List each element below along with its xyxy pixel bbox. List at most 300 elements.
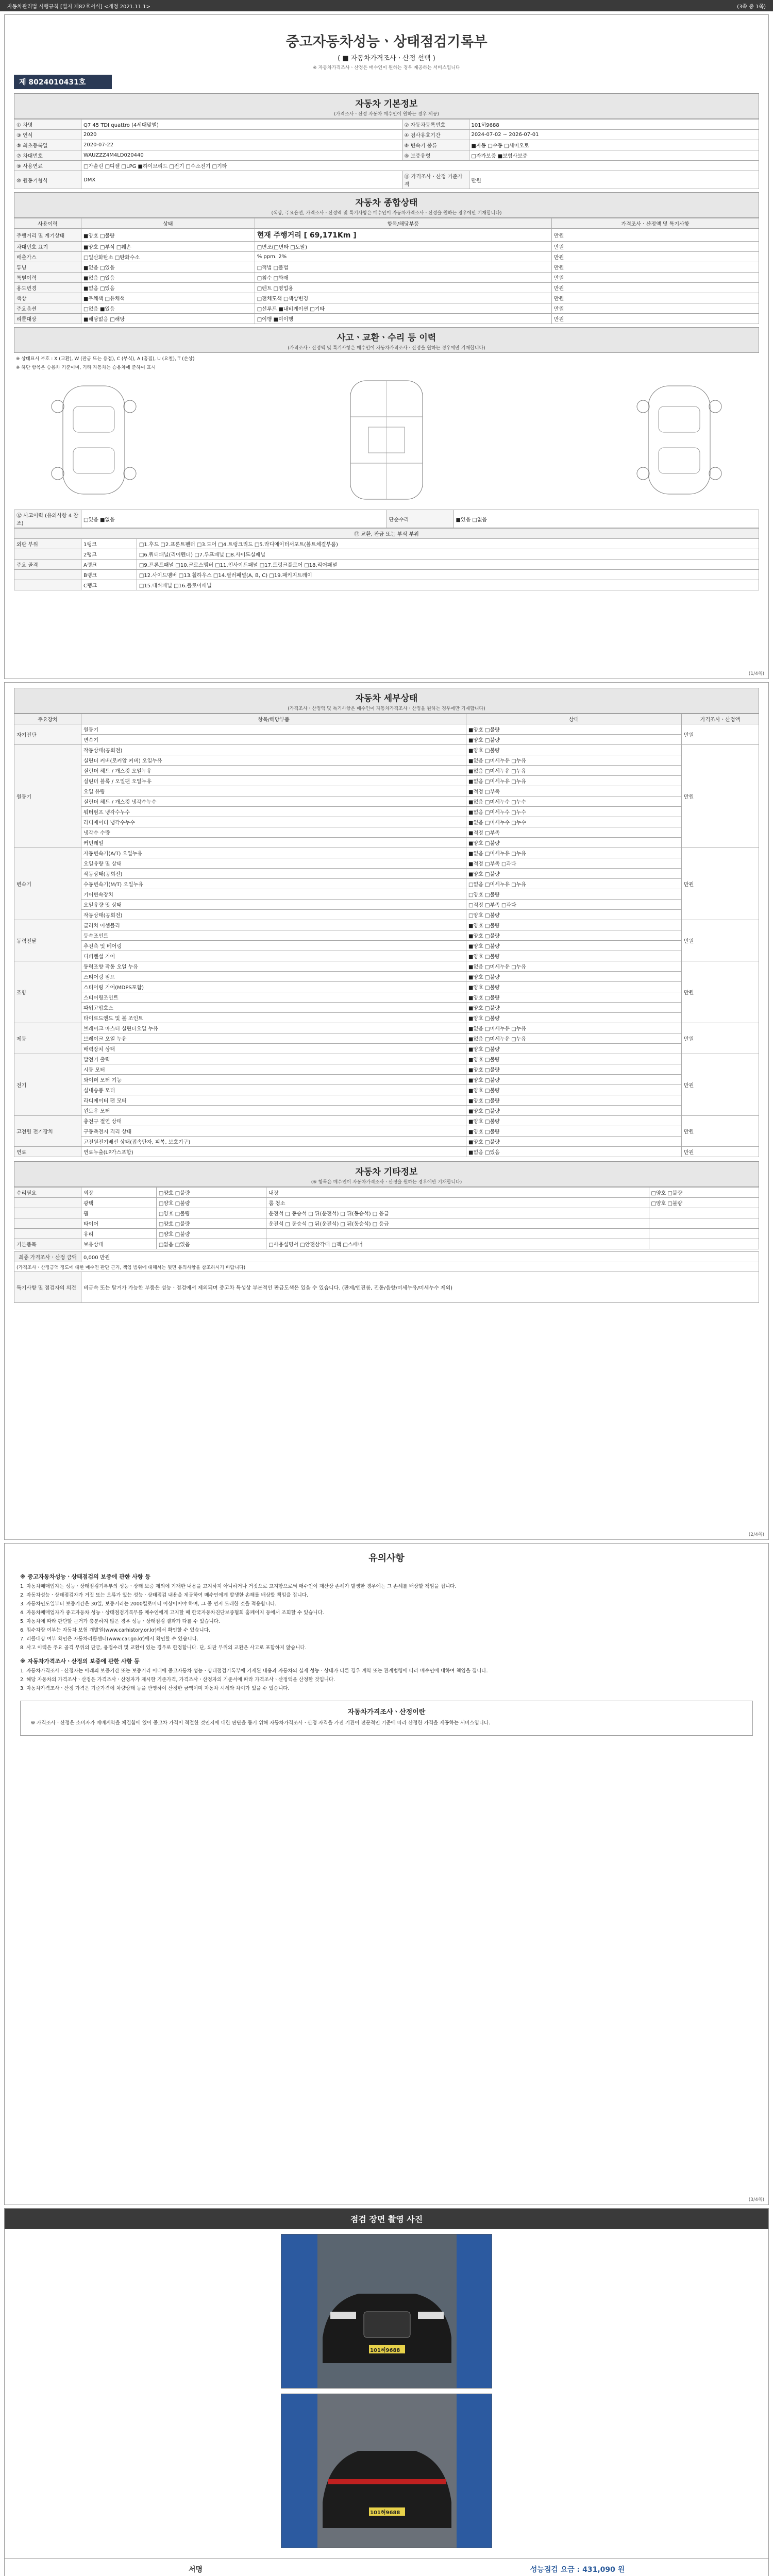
section-title: 자동차 세부상태 — [355, 693, 418, 704]
top-bar — [0, 0, 773, 11]
definition-title: 자동차가격조사ㆍ산정이란 — [347, 1708, 426, 1716]
document-note: ※ 자동차가격조사ㆍ산정은 매수인이 원하는 경우 제공하는 서비스입니다 — [313, 65, 460, 71]
table-row — [14, 580, 759, 590]
status-value: □양호 □불량 — [466, 910, 682, 920]
car-rear-photo — [281, 2394, 492, 2548]
price-value: 만원 — [682, 724, 759, 745]
notice-item: 1. 자동차가격조사ㆍ산정자는 아래의 보증기간 또는 보증거리 이내에 중고자동차 성능ㆍ상태점검기록부에 기재된 내용과 자동차의 실제 성능ㆍ상태가 다른 경우 계약 또는 관계법령에 따라 매수인에 대하여 책임을 집니다. — [20, 1668, 488, 1674]
rank-items: □12.사이드멤버 □13.휠하우스 □14.필러패널(A, B, C) □19.패키지트레이 — [137, 570, 759, 580]
inspection-photo-front — [281, 2234, 492, 2388]
part-label: 클러치 어셈블리 — [81, 920, 466, 930]
table-row — [14, 941, 759, 951]
group-label: 기본품목 — [14, 1239, 81, 1249]
page-3-notice — [4, 1543, 769, 2205]
final-price-value: 0,000 만원 — [81, 1252, 759, 1262]
part-label: 실린더 커버(로커암 커버) 오일누유 — [81, 755, 466, 766]
other-info-table — [14, 1187, 759, 1249]
status-value: □양호 □불량 — [649, 1188, 759, 1198]
table-row — [14, 745, 759, 755]
status-value: ■양호 □불량 — [466, 1054, 682, 1064]
notice-item: 7. 리콜대상 여부 확인은 자동차리콜센터(www.car.go.kr)에서 확인할 수 있습니다. — [20, 1636, 198, 1642]
part-label: 충전구 절연 상태 — [81, 1116, 466, 1126]
table-row — [14, 314, 759, 324]
status-value: □없음 □있음 — [156, 1239, 266, 1249]
table-row — [14, 838, 759, 848]
part-label: 라디에이터 냉각수누수 — [81, 817, 466, 827]
group-label — [14, 1218, 81, 1229]
page-1 — [4, 14, 769, 679]
section-desc: (가격조사ㆍ산정액 및 특기사항은 매수인이 자동차가격조사ㆍ산정을 원하는 경우에만 기재합니다) — [288, 706, 485, 711]
group-label: 전기 — [14, 1054, 81, 1116]
accident-value: □있음 ■없음 — [81, 510, 387, 528]
item-label: 광택 — [81, 1198, 157, 1208]
table-row — [14, 293, 759, 303]
table-row — [14, 242, 759, 252]
table-row — [14, 930, 759, 941]
field-value: 101허9688 — [469, 120, 759, 130]
item-label: 주행거리 및 계기상태 — [14, 229, 81, 242]
part-label: 스티어링조인트 — [81, 992, 466, 1003]
rank-grade: B랭크 — [81, 570, 137, 580]
field-label: ⑪ 가격조사ㆍ산정 기준가격 — [402, 171, 469, 189]
group-label: 연료 — [14, 1147, 81, 1157]
part-label: 작동상태(공회전) — [81, 910, 466, 920]
field-value: DMX — [81, 171, 402, 189]
part-label: 고전원전기배선 상태(접속단자, 피복, 보호기구) — [81, 1137, 466, 1147]
notice-item: 6. 침수차량 여부는 자동차 보험 개발원(www.carhistory.or.kr)에서 확인할 수 있습니다. — [20, 1628, 210, 1633]
rank-grade: C랭크 — [81, 580, 137, 590]
part-label: 냉각수 수량 — [81, 827, 466, 838]
item-label: 내장 — [266, 1188, 649, 1198]
part-label: 파워고압호스 — [81, 1003, 466, 1013]
group-label: 자기진단 — [14, 724, 81, 745]
photo-section-title: 점검 장면 촬영 사진 — [5, 2209, 768, 2229]
price-value: 만원 — [551, 252, 759, 262]
special-notes-value: 비금속 또는 탈거가 가능한 부품은 성능ㆍ점검에서 제외되며 중고차 특성상 부분적인 판금도색은 있을 수 있습니다. (판제/엔진룸, 진동/음향/미세누유/미세누수 제외) — [81, 1272, 759, 1303]
parts-rank-table — [14, 528, 759, 590]
section-title: 자동차 기본정보 — [355, 99, 418, 109]
status-value: ■양호 □불량 — [466, 1106, 682, 1116]
price-value: 만원 — [682, 848, 759, 920]
rank-items: □9.프론트패널 □10.크로스멤버 □11.인사이드패널 □17.트렁크플로어 □18.리어패널 — [137, 560, 759, 570]
basic-info-table — [14, 119, 759, 189]
status-value: ■없음 □있음 — [81, 283, 255, 293]
table-row — [14, 130, 759, 140]
car-diagram — [14, 370, 759, 510]
price-value: 만원 — [682, 1147, 759, 1157]
rank-grade: 1랭크 — [81, 539, 137, 549]
group-label: 제동 — [14, 1023, 81, 1054]
repair-label: 단순수리 — [386, 510, 453, 528]
group-label — [14, 1229, 81, 1239]
rank-items: □6.쿼터패널(리어펜더) □7.루프패널 □8.사이드실패널 — [137, 549, 759, 560]
legend-text: ※ 상태표시 부호 : X (교환), W (판금 또는 용접), C (부식), A (흠집), U (요철), T (손상) — [16, 357, 195, 362]
status-value: □양호 □불량 — [156, 1208, 266, 1218]
price-value: 만원 — [551, 283, 759, 293]
table-row — [14, 796, 759, 807]
item-label: 튜닝 — [14, 262, 81, 273]
rank-items: □1.후드 □2.프론트펜더 □3.도어 □4.트렁크리드 □5.라디에이터서포트(볼트체결부품) — [137, 539, 759, 549]
section-title: 자동차 종합상태 — [355, 198, 418, 208]
detail-value: □침수 □화재 — [255, 273, 551, 283]
part-label: 등속조인트 — [81, 930, 466, 941]
status-value: ■양호 □불량 — [466, 1044, 682, 1054]
item-label: 룸 청소 — [266, 1198, 649, 1208]
price-value: 만원 — [682, 1054, 759, 1116]
field-value: ■자동 □수동 □세미오토 — [469, 140, 759, 150]
field-value: Q7 45 TDI quattro (4세대맞벌) — [81, 120, 402, 130]
license-plate-front: 101허9688 — [370, 2348, 400, 2353]
status-value: ■양호 □불량 — [466, 724, 682, 735]
price-value: 만원 — [551, 273, 759, 283]
part-label: 실린더 헤드 / 개스킷 냉각수누수 — [81, 796, 466, 807]
page-number: (1/4쪽) — [748, 671, 764, 676]
detail-value: □선루프 ■내비게이션 □기타 — [255, 303, 551, 314]
table-row — [14, 735, 759, 745]
item-label: 주요옵션 — [14, 303, 81, 314]
group-label — [14, 1208, 81, 1218]
signature-label: 서명 — [188, 2566, 203, 2574]
rank-region — [14, 549, 81, 560]
part-label: 배력장치 상태 — [81, 1044, 466, 1054]
table-row — [14, 273, 759, 283]
status-value: ■없음 □미세누유 □누유 — [466, 848, 682, 858]
table-row — [14, 1023, 759, 1033]
table-row — [14, 1147, 759, 1157]
table-row — [14, 982, 759, 992]
price-value: 만원 — [551, 314, 759, 324]
notice-item: 2. 자동차성능ㆍ상태점검자가 거짓 또는 오류가 있는 성능ㆍ상태점검 내용을 제공하여 매수인에게 발생한 손해를 배상할 책임을 집니다. — [20, 1592, 309, 1598]
page-number: (3/4쪽) — [748, 2197, 764, 2202]
detail-value: □적법 □불법 — [255, 262, 551, 273]
detail-value: □렌트 □영업용 — [255, 283, 551, 293]
table-row — [14, 560, 759, 570]
field-label: ⑨ 사용연료 — [14, 161, 81, 171]
part-label: 오일 유량 — [81, 786, 466, 796]
special-notes-label: 특기사항 및 점검자의 의견 — [14, 1272, 81, 1303]
table-row — [14, 1218, 759, 1229]
overall-section — [14, 192, 759, 324]
notice-item: 2. 해당 자동차의 가격조사ㆍ산정은 가격조사ㆍ산정자가 제시한 기준가격, 가격조사ㆍ산정자의 기준서에 따라 가격조사ㆍ산정액을 산정한 것입니다. — [20, 1677, 335, 1683]
page-number: (2/4쪽) — [748, 1532, 764, 1537]
table-row — [14, 972, 759, 982]
overall-table — [14, 218, 759, 324]
table-row — [14, 951, 759, 961]
license-plate-rear: 101허9688 — [370, 2510, 400, 2516]
status-value: ■양호 □부식 □훼손 — [81, 242, 255, 252]
notice-subheading: ※ 중고자동차성능ㆍ상태점검의 보증에 관한 사항 등 — [20, 1573, 150, 1580]
item-label: 배출가스 — [14, 252, 81, 262]
status-value: ■양호 □불량 — [466, 735, 682, 745]
table-row — [14, 817, 759, 827]
rank-grade: 2랭크 — [81, 549, 137, 560]
page-count: (3쪽 중 1쪽) — [737, 4, 766, 10]
part-label: 시동 모터 — [81, 1064, 466, 1075]
status-value: ■없음 □있음 — [81, 273, 255, 283]
group-label: 원동기 — [14, 745, 81, 848]
item-label: 차대번호 표기 — [14, 242, 81, 252]
table-row — [14, 1044, 759, 1054]
notice-item: 3. 자동차가격조사ㆍ산정 가격은 기준가격에 차량상태 등을 반영하여 산정한 금액이며 자동차 시세와 차이가 있을 수 있습니다. — [20, 1686, 290, 1691]
status-value: □양호 □불량 — [156, 1188, 266, 1198]
rank-region — [14, 570, 81, 580]
status-value: ■없음 □미세누유 □누유 — [466, 1023, 682, 1033]
part-label: 워터펌프 냉각수누수 — [81, 807, 466, 817]
table-row — [14, 303, 759, 314]
table-row — [14, 992, 759, 1003]
price-value: 만원 — [682, 1116, 759, 1147]
price-value: 만원 — [682, 745, 759, 848]
part-label: 스티어링 기어(MDPS포함) — [81, 982, 466, 992]
item-label: 보유상태 — [81, 1239, 157, 1249]
part-label: 추진축 및 베어링 — [81, 941, 466, 951]
part-label: 동력조향 작동 오일 누유 — [81, 961, 466, 972]
notice-list-2 — [5, 1667, 768, 1692]
status-value: ■없음 □미세누수 □누수 — [466, 807, 682, 817]
status-value: □양호 □불량 — [649, 1198, 759, 1208]
page-4-photos — [4, 2208, 769, 2576]
table-row — [14, 1208, 759, 1218]
final-price-table — [14, 1251, 759, 1303]
price-value: 만원 — [551, 242, 759, 252]
table-row — [14, 1239, 759, 1249]
table-row — [14, 776, 759, 786]
item-label: □사용설명서 □안전삼각대 □잭 □스패너 — [266, 1239, 649, 1249]
table-row — [14, 1075, 759, 1085]
field-value: 만원 — [469, 171, 759, 189]
field-value: 2020-07-22 — [81, 140, 402, 150]
notice-item: 8. 사고 이력은 주요 골격 부위의 판금, 용접수리 및 교환이 있는 경우로 한정합니다. 단, 외판 부위의 교환은 사고로 포함하지 않습니다. — [20, 1645, 307, 1651]
part-label: 스티어링 펌프 — [81, 972, 466, 982]
part-label: 실린더 블록 / 오일팬 오일누유 — [81, 776, 466, 786]
status-value: ■양호 □불량 — [466, 1013, 682, 1023]
detail-value: □전체도색 □색상변경 — [255, 293, 551, 303]
table-row — [14, 900, 759, 910]
inspection-fee: 성능점검 요금 : 431,090 원 — [530, 2566, 625, 2574]
table-row — [14, 140, 759, 150]
table-row — [14, 869, 759, 879]
document-header — [5, 15, 768, 71]
table-row — [14, 766, 759, 776]
status-value: ■없음 □미세누유 □누유 — [466, 755, 682, 766]
field-label: ⑤ 최초등록일 — [14, 140, 81, 150]
group-label: 고전원 전기장치 — [14, 1116, 81, 1147]
status-value: ■양호 □불량 — [466, 1064, 682, 1075]
detail-table — [14, 714, 759, 1157]
status-value: ■양호 □불량 — [466, 982, 682, 992]
table-row — [14, 1013, 759, 1023]
status-value: ■양호 □불량 — [466, 951, 682, 961]
table-row — [14, 858, 759, 869]
rank-region: 주요 골격 — [14, 560, 81, 570]
table-row — [14, 252, 759, 262]
status-value: ■양호 □불량 — [466, 1126, 682, 1137]
status-value: ■양호 □불량 — [466, 972, 682, 982]
accident-section — [14, 327, 759, 590]
item-label: 운전석 □ 동승석 □ 뒤(운전석) □ 뒤(동승석) □ 응급 — [266, 1218, 649, 1229]
part-label: 디퍼렌셜 기어 — [81, 951, 466, 961]
part-label: 와이퍼 모터 기능 — [81, 1075, 466, 1085]
part-label: 브레이크 오일 누유 — [81, 1033, 466, 1044]
notice-item: 1. 자동차매매업자는 성능ㆍ상태점검기록부의 성능ㆍ상태 보증 제외에 기재한 내용을 고지하지 아니하거나 거짓으로 고지함으로써 매수인이 재산상 손해가 발생한 경우에는 그 손해를 배상할 책임을 집니다. — [20, 1584, 457, 1589]
part-label: 타이로드엔드 및 볼 조인트 — [81, 1013, 466, 1023]
field-label: ④ 검사유효기간 — [402, 130, 469, 140]
status-value: ■없음 □미세누유 □누유 — [466, 1033, 682, 1044]
field-label: ① 차명 — [14, 120, 81, 130]
part-label: 자동변속기(A/T) 오일누유 — [81, 848, 466, 858]
part-label: 라디에이터 팬 모터 — [81, 1095, 466, 1106]
status-value: □양호 □불량 — [156, 1218, 266, 1229]
group-label: 동력전달 — [14, 920, 81, 961]
status-value: □없음 □미세누유 □누유 — [466, 879, 682, 889]
item-label: 리콜대상 — [14, 314, 81, 324]
part-label: 실린더 헤드 / 개스킷 오일누유 — [81, 766, 466, 776]
status-value: ■양호 □불량 — [466, 869, 682, 879]
table-row — [14, 1229, 759, 1239]
status-value — [649, 1229, 759, 1239]
status-value: ■양호 □불량 — [466, 1085, 682, 1095]
status-value: □양호 □불량 — [156, 1229, 266, 1239]
field-value: □자가보증 ■보험사보증 — [469, 150, 759, 161]
detail-value: % ppm. 2% — [255, 252, 551, 262]
form-reference: 자동차관리법 시행규칙 [별지 제82호서식] <개정 2021.11.1> — [7, 4, 150, 10]
definition-text: ※ 가격조사ㆍ산정은 소비자가 매매계약을 체결함에 있어 중고차 가격이 적절한 것인지에 대한 판단을 돕기 위해 자동차가격조사ㆍ산정 자격을 가진 기관이 전문적인 기준에 따라 산정한 가격을 제공하는 서비스입니다. — [31, 1720, 491, 1726]
table-row — [14, 161, 759, 171]
group-label: 조향 — [14, 961, 81, 1023]
status-value: ■양호 □불량 — [466, 930, 682, 941]
status-value: ■양호 □불량 — [466, 745, 682, 755]
section-title: 자동차 기타정보 — [355, 1167, 418, 1177]
field-label: ⑧ 보증유형 — [402, 150, 469, 161]
status-value: □적정 □부족 □과다 — [466, 900, 682, 910]
detail-value: □변조(□변타 □도말) — [255, 242, 551, 252]
field-label: ⑩ 원동기형식 — [14, 171, 81, 189]
notice-item: 3. 자동차인도일부터 보증기간은 30일, 보증거리는 2000킬로미터 이상이어야 하며, 그 중 먼저 도래한 것을 적용합니다. — [20, 1601, 277, 1607]
status-value: □일산화탄소 □탄화수소 — [81, 252, 255, 262]
status-value: ■적정 □부족 □과다 — [466, 858, 682, 869]
item-label: 타이어 — [81, 1218, 157, 1229]
column-header: 사용이력 — [14, 218, 81, 229]
rank-region — [14, 580, 81, 590]
group-label — [14, 1198, 81, 1208]
status-value: ■없음 □미세누수 □누수 — [466, 796, 682, 807]
status-value: □없음 ■있음 — [81, 303, 255, 314]
rank-items: □15.대쉬패널 □16.플로어패널 — [137, 580, 759, 590]
status-value: ■양호 □불량 — [466, 1137, 682, 1147]
status-value — [649, 1208, 759, 1218]
status-value: ■없음 □있음 — [466, 1147, 682, 1157]
item-label: 외장 — [81, 1188, 157, 1198]
status-value: □양호 □불량 — [466, 889, 682, 900]
status-value: □양호 □불량 — [156, 1198, 266, 1208]
column-header: 항목/해당부품 — [81, 714, 466, 724]
notice-title: 유의사항 — [368, 1553, 405, 1564]
table-row — [14, 539, 759, 549]
part-label: 윈도우 모터 — [81, 1106, 466, 1116]
part-label: 오일유량 및 상태 — [81, 858, 466, 869]
status-value: ■양호 □불량 — [466, 992, 682, 1003]
table-row — [14, 1188, 759, 1198]
table-row — [14, 1054, 759, 1064]
status-value: ■해당없음 □해당 — [81, 314, 255, 324]
field-value: 2024-07-02 ~ 2026-07-01 — [469, 130, 759, 140]
part-label: 기어변속장치 — [81, 889, 466, 900]
signature-bar — [5, 2558, 768, 2576]
part-label: 연료누출(LP가스포함) — [81, 1147, 466, 1157]
rank-grade: A랭크 — [81, 560, 137, 570]
price-value: 만원 — [682, 920, 759, 961]
price-definition-box — [20, 1701, 753, 1736]
table-row — [14, 786, 759, 796]
column-header: 항목/해당부품 — [255, 218, 551, 229]
item-label: 휠 — [81, 1208, 157, 1218]
price-value: 만원 — [551, 303, 759, 314]
detail-value: □이행 ■미이행 — [255, 314, 551, 324]
item-label: 특별이력 — [14, 273, 81, 283]
column-header: 가격조사ㆍ산정액 — [682, 714, 759, 724]
part-label: 브레이크 마스터 실린더오일 누유 — [81, 1023, 466, 1033]
basic-info-section — [14, 93, 759, 189]
repair-value: ■있음 □없음 — [453, 510, 759, 528]
parts-header: ⑬ 교환, 판금 또는 부식 부위 — [14, 529, 759, 539]
section-desc: (가격조사ㆍ산정액 및 특기사항은 매수인이 자동차가격조사ㆍ산정을 원하는 경우에만 기재합니다) — [288, 346, 485, 351]
table-row — [14, 150, 759, 161]
table-row — [14, 961, 759, 972]
table-row — [14, 120, 759, 130]
status-value: ■양호 □불량 — [466, 920, 682, 930]
field-value: WAUZZZ4M4LD020440 — [81, 150, 402, 161]
rank-region: 외판 부위 — [14, 539, 81, 549]
table-row — [14, 229, 759, 242]
status-value: ■양호 □불량 — [466, 941, 682, 951]
item-label: 용도변경 — [14, 283, 81, 293]
status-value: ■양호 □불량 — [466, 1116, 682, 1126]
status-value: ■적정 □부족 — [466, 827, 682, 838]
legend-text-2: ※ 하단 항목은 승용차 기준이며, 기타 자동차는 승용차에 준하여 표시 — [16, 365, 156, 370]
part-label: 변속기 — [81, 735, 466, 745]
table-row — [14, 1095, 759, 1106]
status-value: ■무채색 □유채색 — [81, 293, 255, 303]
part-label: 작동상태(공회전) — [81, 745, 466, 755]
section-desc: (가격조사ㆍ산정 자동차 매수인이 원하는 경우 제공) — [334, 112, 439, 117]
table-row — [14, 1064, 759, 1075]
notice-item: 5. 자동차에 따라 판단할 근거가 충분하지 않은 경우 성능ㆍ상태점검 결과가 다를 수 있습니다. — [20, 1619, 220, 1624]
group-label: 변속기 — [14, 848, 81, 920]
accident-result-table — [14, 510, 759, 528]
field-label: ② 자동차등록번호 — [402, 120, 469, 130]
final-price-label: 최종 가격조사ㆍ산정 금액 — [14, 1252, 81, 1262]
section-desc: (색상, 주요옵션, 가격조사ㆍ산정액 및 특기사항은 매수인이 자동차가격조사ㆍ산정을 원하는 경우에만 기재합니다) — [271, 211, 502, 216]
table-row — [14, 848, 759, 858]
notice-subheading-2: ※ 자동차가격조사ㆍ산정의 보증에 관한 사항 등 — [20, 1658, 140, 1665]
detail-section — [14, 688, 759, 1157]
status-value: ■없음 □있음 — [81, 262, 255, 273]
column-header: 가격조사ㆍ산정액 및 특기사항 — [551, 218, 759, 229]
page-2 — [4, 682, 769, 1540]
section-title: 사고ㆍ교환ㆍ수리 등 이력 — [337, 333, 436, 343]
price-value: 만원 — [551, 229, 759, 242]
document-number: 제 8024010431호 — [14, 75, 112, 89]
status-value: ■없음 □미세누수 □누수 — [466, 817, 682, 827]
status-value: ■없음 □미세누유 □누유 — [466, 766, 682, 776]
car-exterior-left-diagram — [35, 376, 153, 504]
part-label: 원동기 — [81, 724, 466, 735]
car-front-photo — [281, 2234, 492, 2388]
status-value: ■양호 □불량 — [466, 1003, 682, 1013]
part-label: 작동상태(공회전) — [81, 869, 466, 879]
table-row — [14, 889, 759, 900]
section-desc: (※ 항목은 매수인이 자동차가격조사ㆍ산정을 원하는 경우에만 기재합니다) — [311, 1180, 462, 1185]
